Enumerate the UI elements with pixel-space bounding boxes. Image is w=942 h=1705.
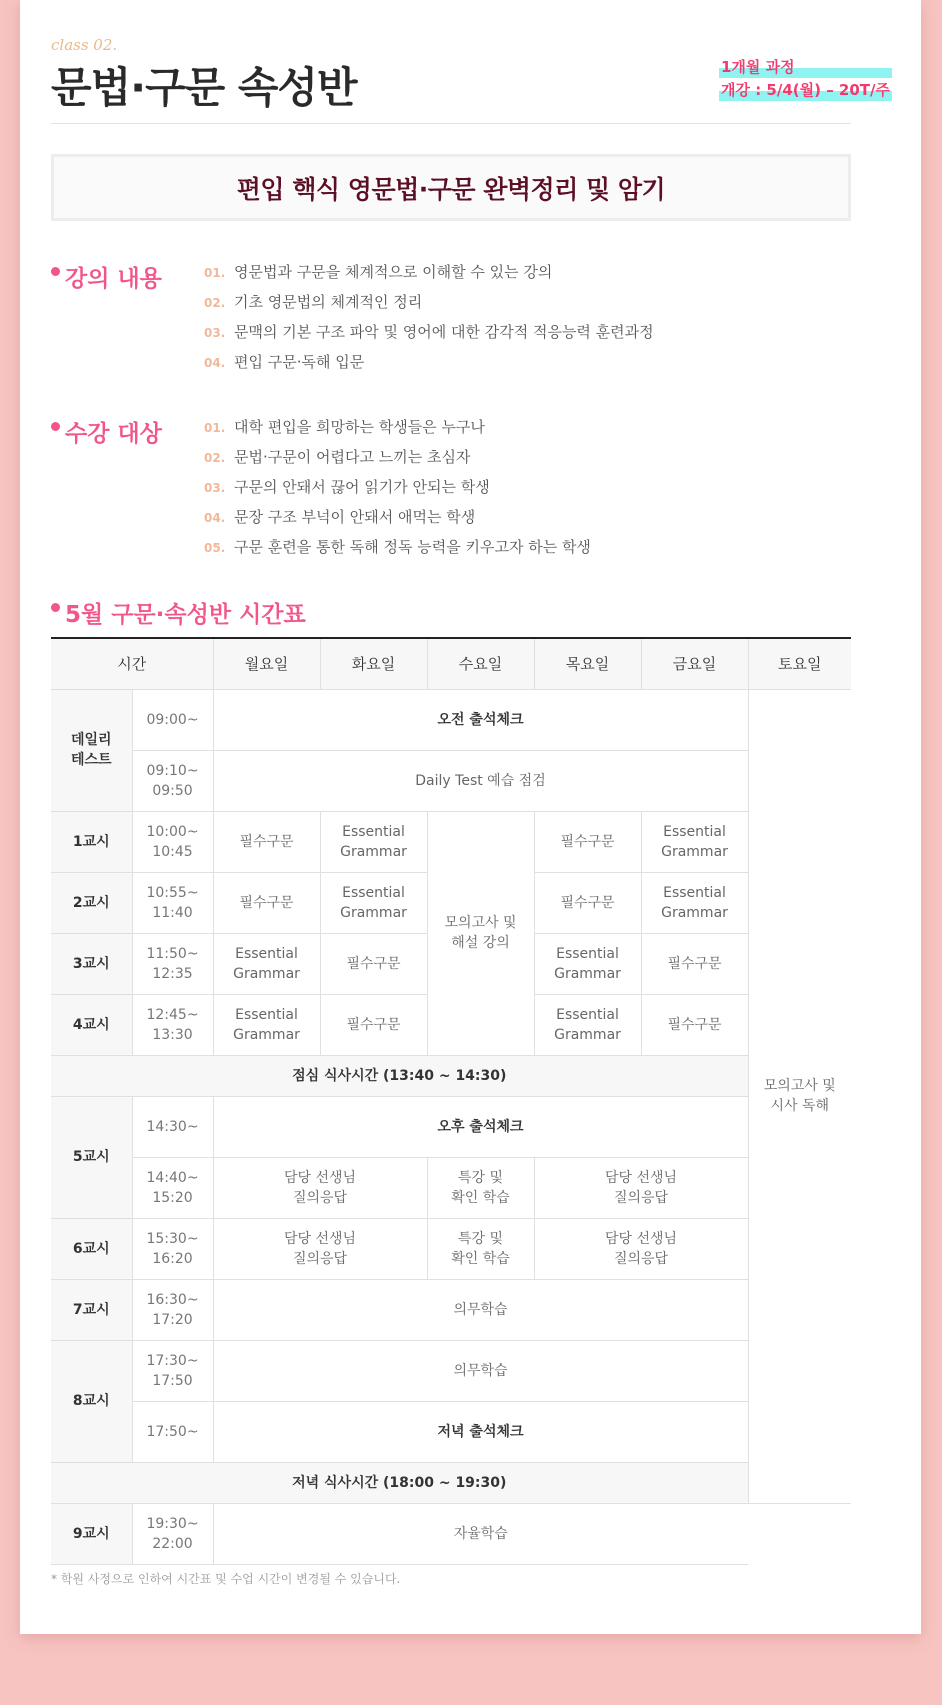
schedule-cell: 필수구문 xyxy=(320,994,427,1055)
bullet-dot-icon xyxy=(51,422,60,431)
table-row xyxy=(51,811,851,872)
schedule-cell: 담당 선생님 질의응답 xyxy=(534,1218,748,1279)
schedule-cell: 담당 선생님 질의응답 xyxy=(534,1157,748,1218)
period-label: 6교시 xyxy=(51,1218,132,1279)
header-thu: 목요일 xyxy=(534,638,641,689)
period-label: 5교시 xyxy=(51,1096,132,1218)
lecture-content-label: 강의 내용 xyxy=(51,260,162,293)
table-row xyxy=(51,1401,851,1462)
schedule-cell: Essential Grammar xyxy=(534,994,641,1055)
time-cell: 14:40~ 15:20 xyxy=(132,1157,213,1218)
schedule-cell: 특강 및 확인 학습 xyxy=(427,1218,534,1279)
list-item: 02. 문법·구문이 어렵다고 느끼는 초심자 xyxy=(204,448,471,466)
schedule-cell: 의무학습 xyxy=(213,1340,748,1401)
table-header-row xyxy=(51,638,851,689)
schedule-cell: Essential Grammar xyxy=(213,933,320,994)
schedule-cell: 담당 선생님 질의응답 xyxy=(213,1157,427,1218)
list-item: 05. 구문 훈련을 통한 독해 정독 능력을 키우고자 하는 학생 xyxy=(204,538,591,556)
schedule-cell: Essential Grammar xyxy=(641,811,748,872)
header-time: 시간 xyxy=(51,638,213,689)
period-label: 데일리 테스트 xyxy=(51,689,132,811)
schedule-cell: 담당 선생님 질의응답 xyxy=(213,1218,427,1279)
time-cell: 16:30~ 17:20 xyxy=(132,1279,213,1340)
schedule-cell: 필수구문 xyxy=(320,933,427,994)
period-label: 2교시 xyxy=(51,872,132,933)
header-divider xyxy=(51,123,851,124)
timetable xyxy=(51,637,851,1565)
schedule-cell: Essential Grammar xyxy=(534,933,641,994)
schedule-cell: 필수구문 xyxy=(534,811,641,872)
course-banner xyxy=(51,154,851,221)
table-row xyxy=(51,1055,851,1096)
target-list xyxy=(204,415,591,565)
bullet-dot-icon xyxy=(51,603,60,612)
table-row xyxy=(51,1279,851,1340)
schedule-cell: 모의고사 및 해설 강의 xyxy=(427,811,534,1055)
time-cell: 11:50~ 12:35 xyxy=(132,933,213,994)
table-row xyxy=(51,1096,851,1157)
header-tue: 화요일 xyxy=(320,638,427,689)
schedule-cell: 필수구문 xyxy=(213,872,320,933)
table-row xyxy=(51,750,851,811)
period-label: 3교시 xyxy=(51,933,132,994)
schedule-cell: 특강 및 확인 학습 xyxy=(427,1157,534,1218)
time-cell: 10:55~ 11:40 xyxy=(132,872,213,933)
time-cell: 09:00~ xyxy=(132,689,213,750)
schedule-cell: 필수구문 xyxy=(213,811,320,872)
time-cell: 10:00~ 10:45 xyxy=(132,811,213,872)
lecture-content-list xyxy=(204,260,654,380)
class-tag: class 02. xyxy=(51,36,118,54)
schedule-cell: 오전 출석체크 xyxy=(213,689,748,750)
table-row xyxy=(51,1503,851,1564)
time-cell: 19:30~ 22:00 xyxy=(132,1503,213,1564)
target-label: 수강 대상 xyxy=(51,415,162,448)
header-sat: 토요일 xyxy=(748,638,851,689)
list-item: 03. 문맥의 기본 구조 파악 및 영어에 대한 감각적 적응능력 훈련과정 xyxy=(204,323,654,341)
course-schedule: 개강 : 5/4(월) – 20T/주 xyxy=(721,81,890,99)
schedule-cell: 필수구문 xyxy=(641,933,748,994)
time-cell: 17:50~ xyxy=(132,1401,213,1462)
time-cell: 14:30~ xyxy=(132,1096,213,1157)
time-cell: 12:45~ 13:30 xyxy=(132,994,213,1055)
period-label: 8교시 xyxy=(51,1340,132,1462)
table-row xyxy=(51,1340,851,1401)
schedule-cell: 저녁 출석체크 xyxy=(213,1401,748,1462)
schedule-cell: Essential Grammar xyxy=(320,872,427,933)
list-item: 01. 대학 편입을 희망하는 학생들은 누구나 xyxy=(204,418,485,436)
header-mon: 월요일 xyxy=(213,638,320,689)
table-row xyxy=(51,1218,851,1279)
bullet-dot-icon xyxy=(51,267,60,276)
schedule-cell: 자율학습 xyxy=(213,1503,748,1564)
saturday-cell: 모의고사 및 시사 독해 xyxy=(748,689,851,1503)
period-label: 4교시 xyxy=(51,994,132,1055)
schedule-cell: 필수구문 xyxy=(534,872,641,933)
period-label: 1교시 xyxy=(51,811,132,872)
list-item: 04. 편입 구문·독해 입문 xyxy=(204,353,365,371)
course-meta xyxy=(719,56,892,102)
header-wed: 수요일 xyxy=(427,638,534,689)
schedule-cell: Daily Test 예습 점검 xyxy=(213,750,748,811)
schedule-cell: Essential Grammar xyxy=(213,994,320,1055)
table-row xyxy=(51,1462,851,1503)
banner-text: 편입 핵식 영문법·구문 완벽정리 및 암기 xyxy=(236,174,666,204)
time-cell: 15:30~ 16:20 xyxy=(132,1218,213,1279)
time-cell: 17:30~ 17:50 xyxy=(132,1340,213,1401)
period-label: 7교시 xyxy=(51,1279,132,1340)
lunch-row: 점심 식사시간 (13:40 ~ 14:30) xyxy=(51,1055,748,1096)
header-fri: 금요일 xyxy=(641,638,748,689)
schedule-cell: 필수구문 xyxy=(641,994,748,1055)
schedule-cell: Essential Grammar xyxy=(320,811,427,872)
period-label: 9교시 xyxy=(51,1503,132,1564)
schedule-cell: 의무학습 xyxy=(213,1279,748,1340)
list-item: 02. 기초 영문법의 체계적인 정리 xyxy=(204,293,423,311)
timetable-title: 5월 구문·속성반 시간표 xyxy=(51,596,306,629)
schedule-cell: Essential Grammar xyxy=(641,872,748,933)
list-item: 04. 문장 구조 부넉이 안돼서 애먹는 학생 xyxy=(204,508,476,526)
dinner-row: 저녁 식사시간 (18:00 ~ 19:30) xyxy=(51,1462,748,1503)
schedule-cell: 오후 출석체크 xyxy=(213,1096,748,1157)
table-row xyxy=(51,689,851,750)
page-title: 문법·구문 속성반 xyxy=(51,63,357,112)
table-row xyxy=(51,1157,851,1218)
time-cell: 09:10~ 09:50 xyxy=(132,750,213,811)
list-item: 03. 구문의 안돼서 끊어 읽기가 안되는 학생 xyxy=(204,478,490,496)
footnote: * 학원 사정으로 인하여 시간표 및 수업 시간이 변경될 수 있습니다. xyxy=(51,1572,401,1586)
course-period: 1개월 과정 xyxy=(719,56,892,78)
list-item: 01. 영문법과 구문을 체계적으로 이해할 수 있는 강의 xyxy=(204,263,553,281)
